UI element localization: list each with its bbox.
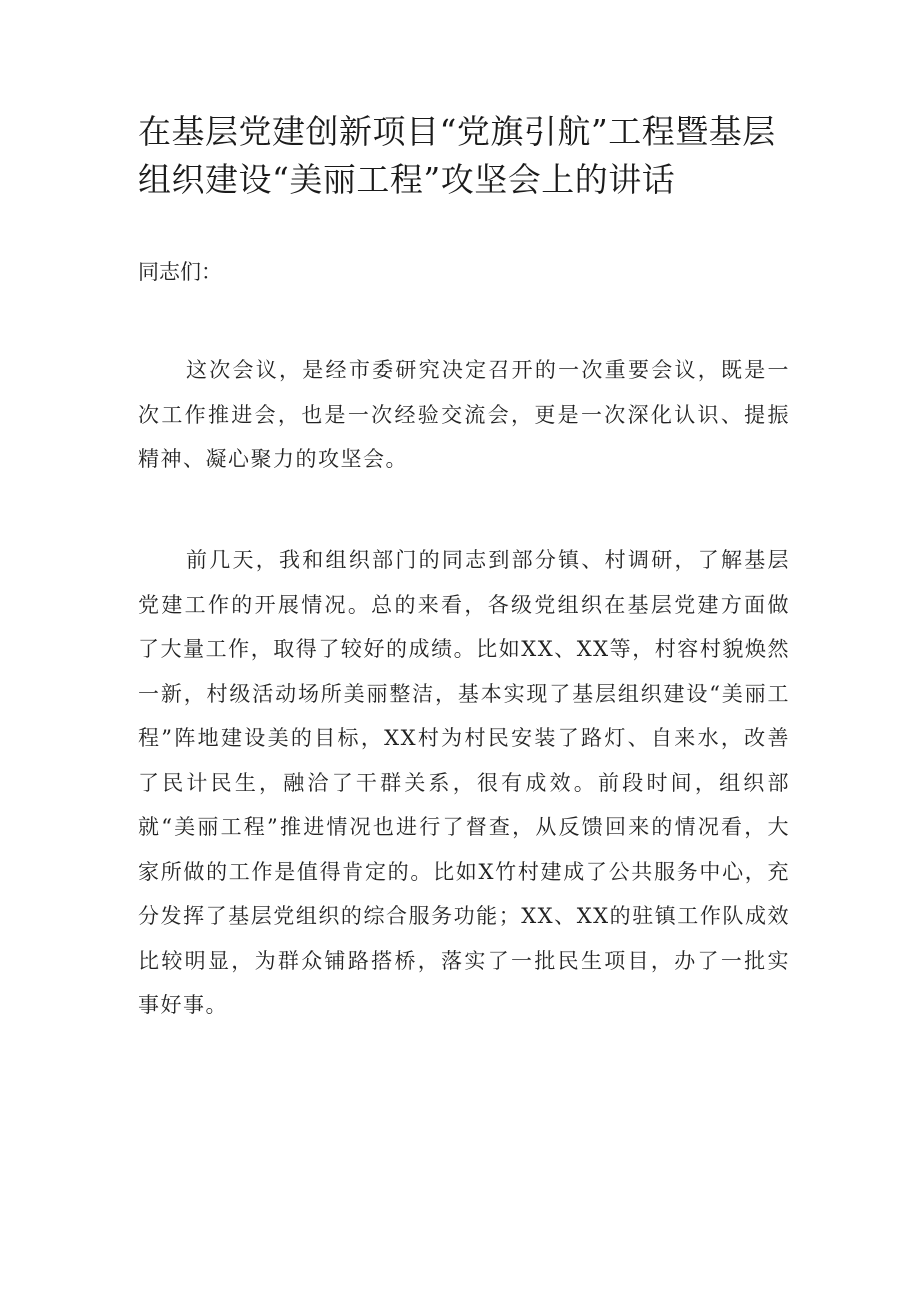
document-title: 在基层党建创新项目“党旗引航”工程暨基层组织建设“美丽工程”攻坚会上的讲话 xyxy=(138,112,776,199)
paragraph-1: 这次会议，是经市委研究决定召开的一次重要会议，既是一次工作推进会，也是一次经验交流会，更是一次深化认识、提振精神、凝心聚力的攻坚会。 xyxy=(138,358,790,471)
paragraph-2: 前几天，我和组织部门的同志到部分镇、村调研，了解基层党建工作的开展情况。总的来看，各级党组织在基层党建方面做了大量工作，取得了较好的成绩。比如XX、XX等，村容村貌焕然一新，村级活动场所美丽整洁，基本实现了基层组织建设“美丽工程”阵地建设美的目标，XX村为村民安装了路灯、自来水，改善了民计民生，融洽了干群关系，很有成效。前段时间，组织部就“美丽工程”推进情况也进行了督查，从反馈回来的情况看，大家所做的工作是值得肯定的。比如X竹村建成了公共服务中心，充分发挥了基层党组织的综合服务功能；XX、XX的驻镇工作队成效比较明显，为群众铺路搭桥，落实了一批民生项目，办了一批实事好事。 xyxy=(138,548,790,1017)
salutation: 同志们： xyxy=(138,260,222,284)
